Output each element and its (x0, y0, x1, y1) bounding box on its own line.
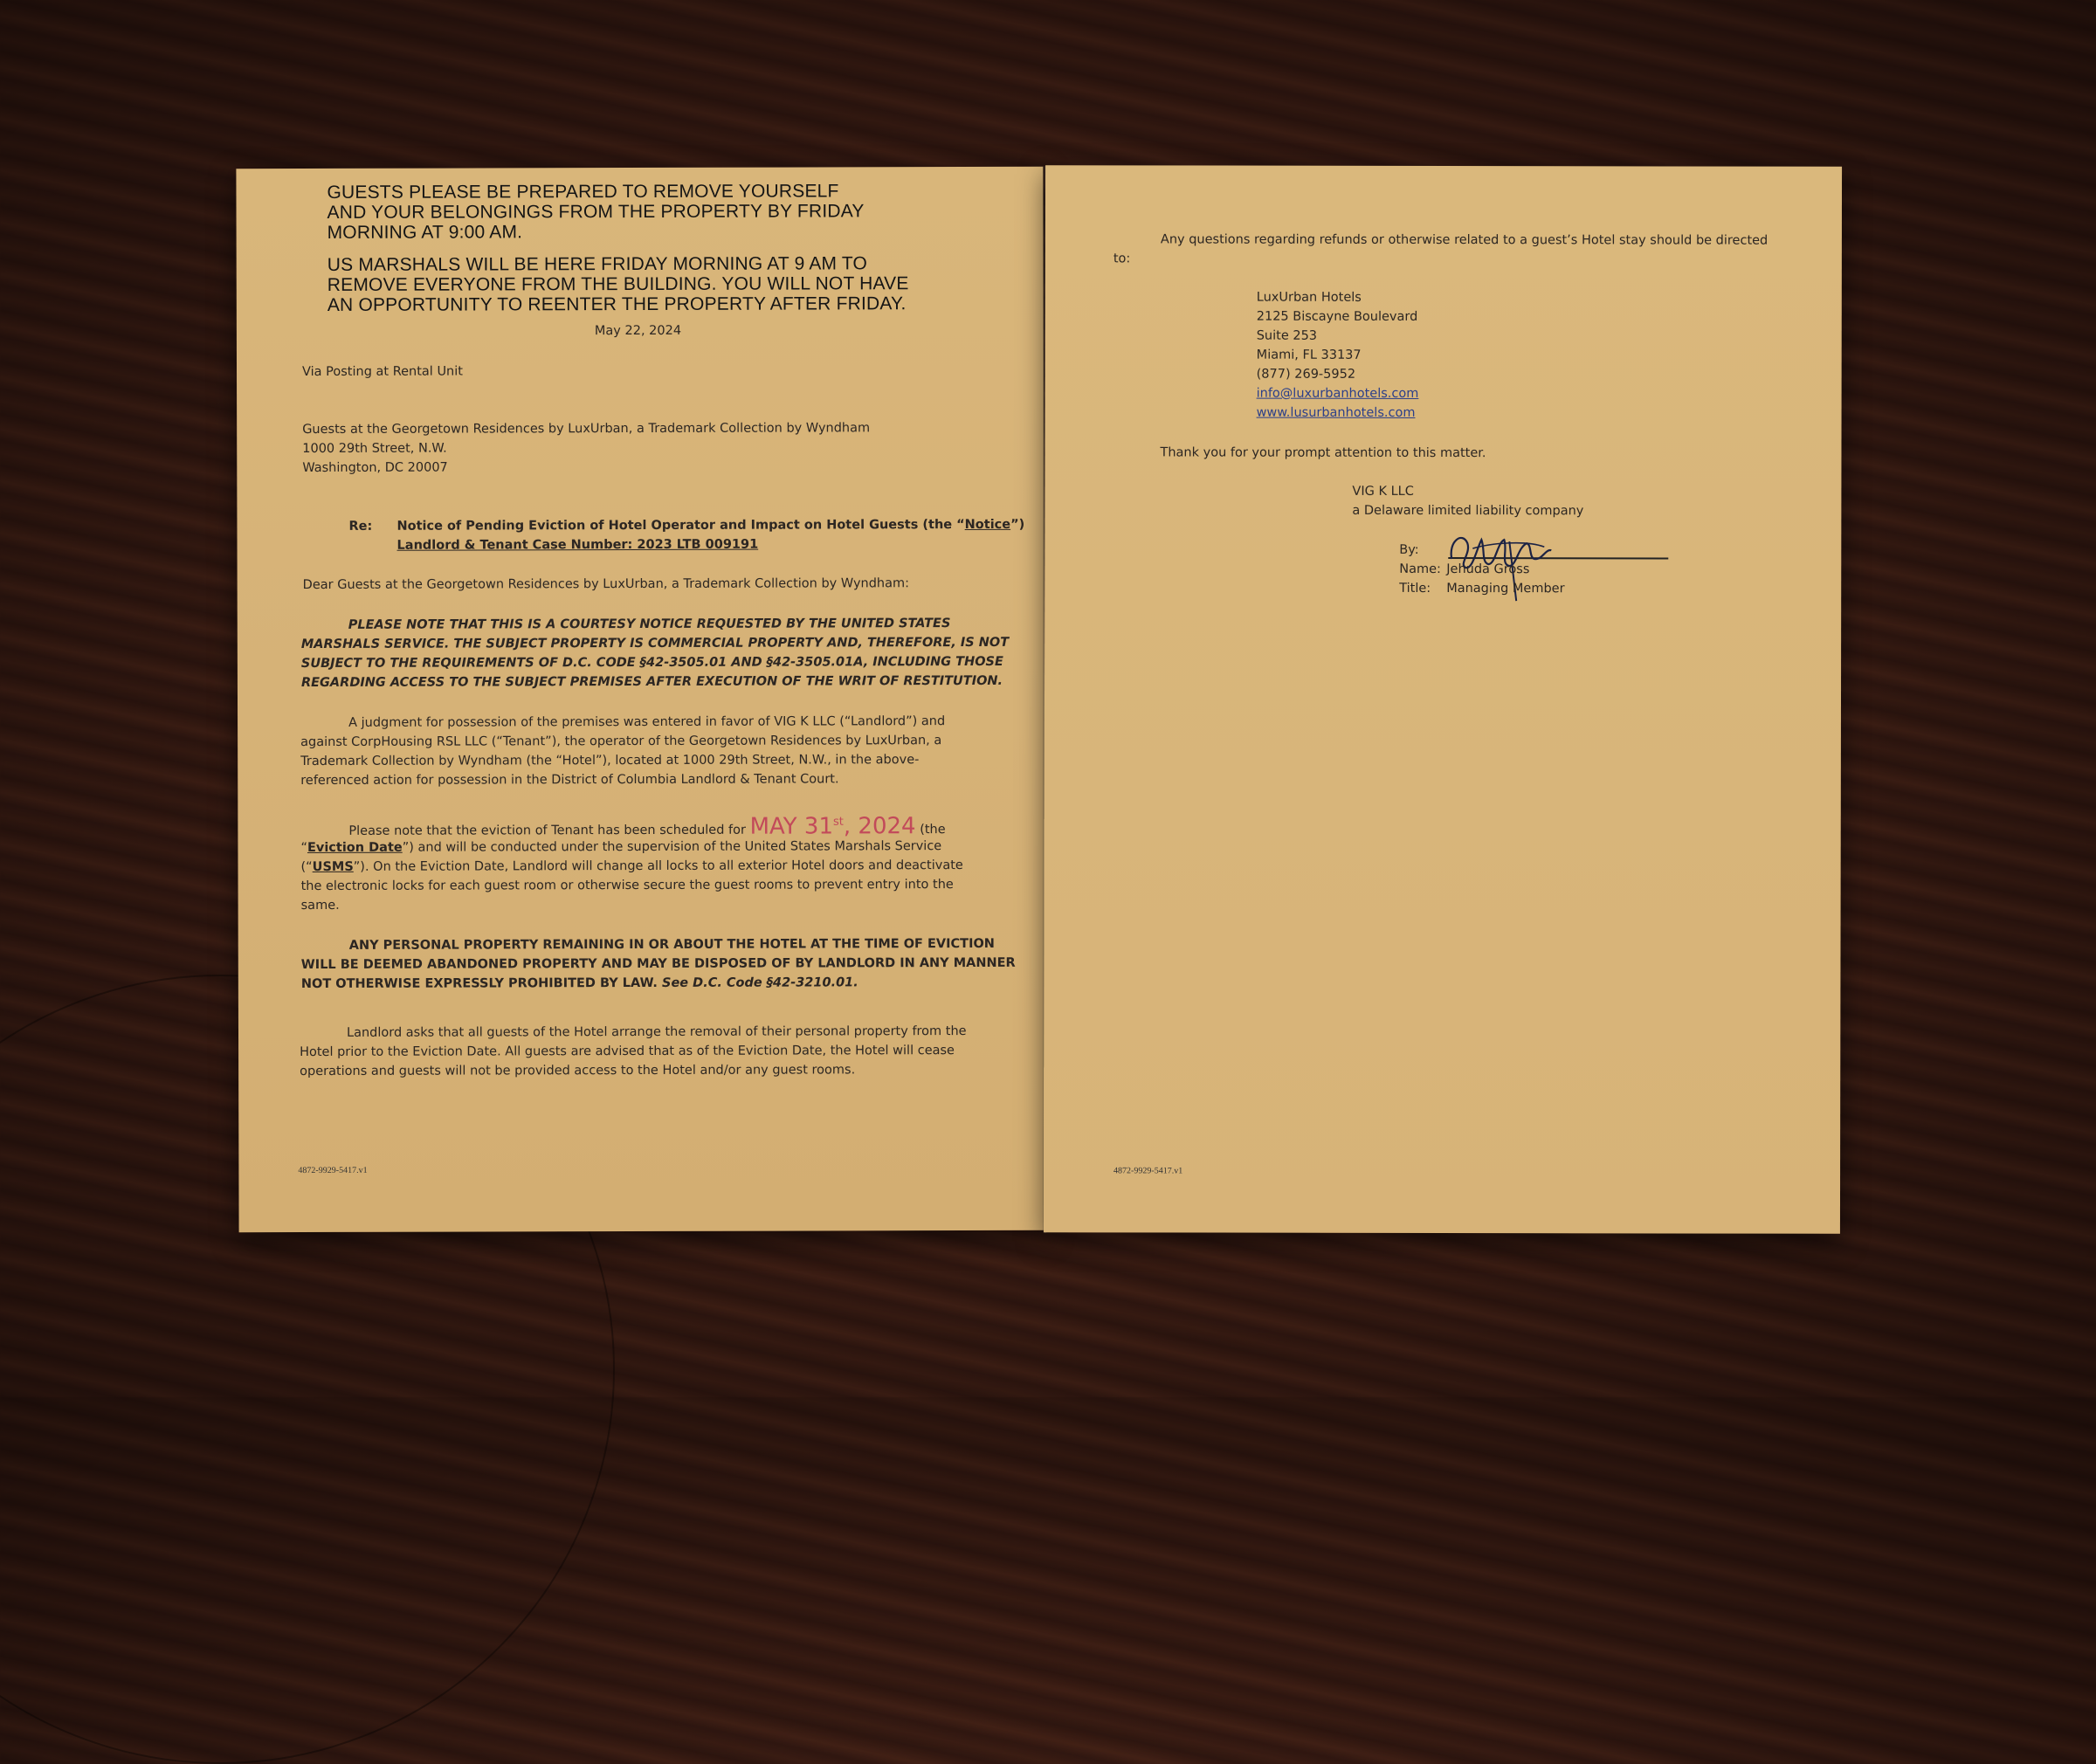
eviction-line: (“USMS”). On the Eviction Date, Landlord will change all locks to all exterior Hotel doors and deactivate (300, 858, 963, 875)
title-label: Title: (1399, 581, 1431, 596)
re-label: Re: (348, 519, 373, 534)
eviction-line: “Eviction Date”) and will be conducted under the supervision of the United States Marshals Service (300, 839, 942, 856)
address-line: Guests at the Georgetown Residences by LuxUrban, a Trademark Collection by Wyndham (302, 421, 871, 438)
warning-line: REMOVE EVERYONE FROM THE BUILDING. YOU WILL NOT HAVE (327, 273, 909, 295)
eviction-line: same. (300, 898, 340, 913)
signer-title: Managing Member (1446, 582, 1565, 596)
notice-page-1 (236, 167, 1045, 1232)
warning-line: US MARSHALS WILL BE HERE FRIDAY MORNING AT 9 AM TO (327, 253, 868, 275)
eviction-date-handwritten: MAY 31st, 2024 (749, 813, 916, 840)
notice-page-2 (1044, 165, 1842, 1234)
abandoned-property-line: ANY PERSONAL PROPERTY REMAINING IN OR ABOUT THE HOTEL AT THE TIME OF EVICTION (348, 936, 995, 953)
address-line: 1000 29th Street, N.W. (302, 441, 447, 457)
contact-suite: Suite 253 (1256, 328, 1318, 343)
address-line: Washington, DC 20007 (302, 460, 448, 476)
letter-date: May 22, 2024 (594, 323, 682, 339)
by-label: By: (1399, 542, 1419, 557)
eviction-date-line: Please note that the eviction of Tenant has been scheduled for MAY 31st, 2024 (the (348, 813, 946, 840)
signer-name: Jehuda Gross (1446, 562, 1530, 577)
courtesy-notice-line: REGARDING ACCESS TO THE SUBJECT PREMISES AFTER EXECUTION OF THE WRIT OF RESTITUTION. (300, 673, 1003, 691)
name-label: Name: (1399, 562, 1441, 576)
document-code: 4872-9929-5417.v1 (1114, 1166, 1183, 1176)
contact-name: LuxUrban Hotels (1256, 290, 1362, 305)
removal-line: Landlord asks that all guests of the Hotel arrange the removal of their personal property from the (346, 1024, 967, 1040)
removal-line: operations and guests will not be provided access to the Hotel and/or any guest rooms. (300, 1063, 856, 1079)
judgment-line: against CorpHousing RSL LLC (“Tenant”), the operator of the Georgetown Residences by LuxUrban, a (300, 734, 942, 750)
eviction-date-term: Eviction Date (307, 840, 403, 856)
judgment-line: referenced action for possession in the District of Columbia Landlord & Tenant Court. (300, 772, 839, 789)
warning-line: MORNING AT 9:00 AM. (327, 222, 523, 243)
warning-line: GUESTS PLEASE BE PREPARED TO REMOVE YOURSELF (327, 181, 839, 203)
thanks-line: Thank you for your prompt attention to this matter. (1160, 445, 1486, 461)
courtesy-notice-line: SUBJECT TO THE REQUIREMENTS OF D.C. CODE §42-3505.01 AND §42-3505.01A, INCLUDING THOSE (300, 654, 1003, 672)
courtesy-notice-line: MARSHALS SERVICE. THE SUBJECT PROPERTY IS COMMERCIAL PROPERTY AND, THEREFORE, IS NOT (300, 635, 1010, 652)
delivery-method: Via Posting at Rental Unit (301, 364, 463, 380)
contact-website-link[interactable]: www.lusurbanhotels.com (1256, 405, 1416, 420)
abandoned-property-line: WILL BE DEEMED ABANDONED PROPERTY AND MAY BE DISPOSED OF BY LANDLORD IN ANY MANNER (300, 955, 1016, 973)
eviction-line: the electronic locks for each guest room or otherwise secure the guest rooms to prevent entry into the (300, 878, 954, 894)
abandoned-property-line: NOT OTHERWISE EXPRESSLY PROHIBITED BY LAW. See D.C. Code §42-3210.01. (300, 975, 858, 992)
salutation: Dear Guests at the Georgetown Residences by LuxUrban, a Trademark Collection by Wyndham: (302, 576, 910, 593)
notice-term: Notice (964, 517, 1011, 533)
company-description: a Delaware limited liability company (1352, 503, 1584, 519)
judgment-line: A judgment for possession of the premises was entered in favor of VIG K LLC (“Landlord”) and (348, 714, 946, 730)
usms-term: USMS (312, 859, 354, 874)
contact-phone: (877) 269-5952 (1256, 367, 1356, 382)
removal-line: Hotel prior to the Eviction Date. All guests are advised that as of the Eviction Date, the Hotel will cease (300, 1044, 955, 1060)
re-subject-line1: Notice of Pending Eviction of Hotel Operator and Impact on Hotel Guests (the “Notice”) (396, 517, 1025, 534)
warning-line: AND YOUR BELONGINGS FROM THE PROPERTY BY FRIDAY (327, 201, 865, 223)
questions-line: to: (1113, 252, 1131, 266)
courtesy-notice-line: PLEASE NOTE THAT THIS IS A COURTESY NOTICE REQUESTED BY THE UNITED STATES (348, 617, 951, 632)
document-code: 4872-9929-5417.v1 (298, 1165, 368, 1176)
contact-email-link[interactable]: info@luxurbanhotels.com (1256, 386, 1419, 401)
re-subject-line2: Landlord & Tenant Case Number: 2023 LTB 009191 (396, 537, 759, 553)
company-name: VIG K LLC (1352, 484, 1414, 499)
contact-city: Miami, FL 33137 (1256, 348, 1362, 362)
warning-line: AN OPPORTUNITY TO REENTER THE PROPERTY AFTER FRIDAY. (327, 293, 907, 315)
judgment-line: Trademark Collection by Wyndham (the “Hotel”), located at 1000 29th Street, N.W., in the above- (300, 753, 920, 769)
questions-line: Any questions regarding refunds or otherwise related to a guest’s Hotel stay should be directed (1160, 232, 1768, 248)
contact-street: 2125 Biscayne Boulevard (1256, 309, 1418, 324)
